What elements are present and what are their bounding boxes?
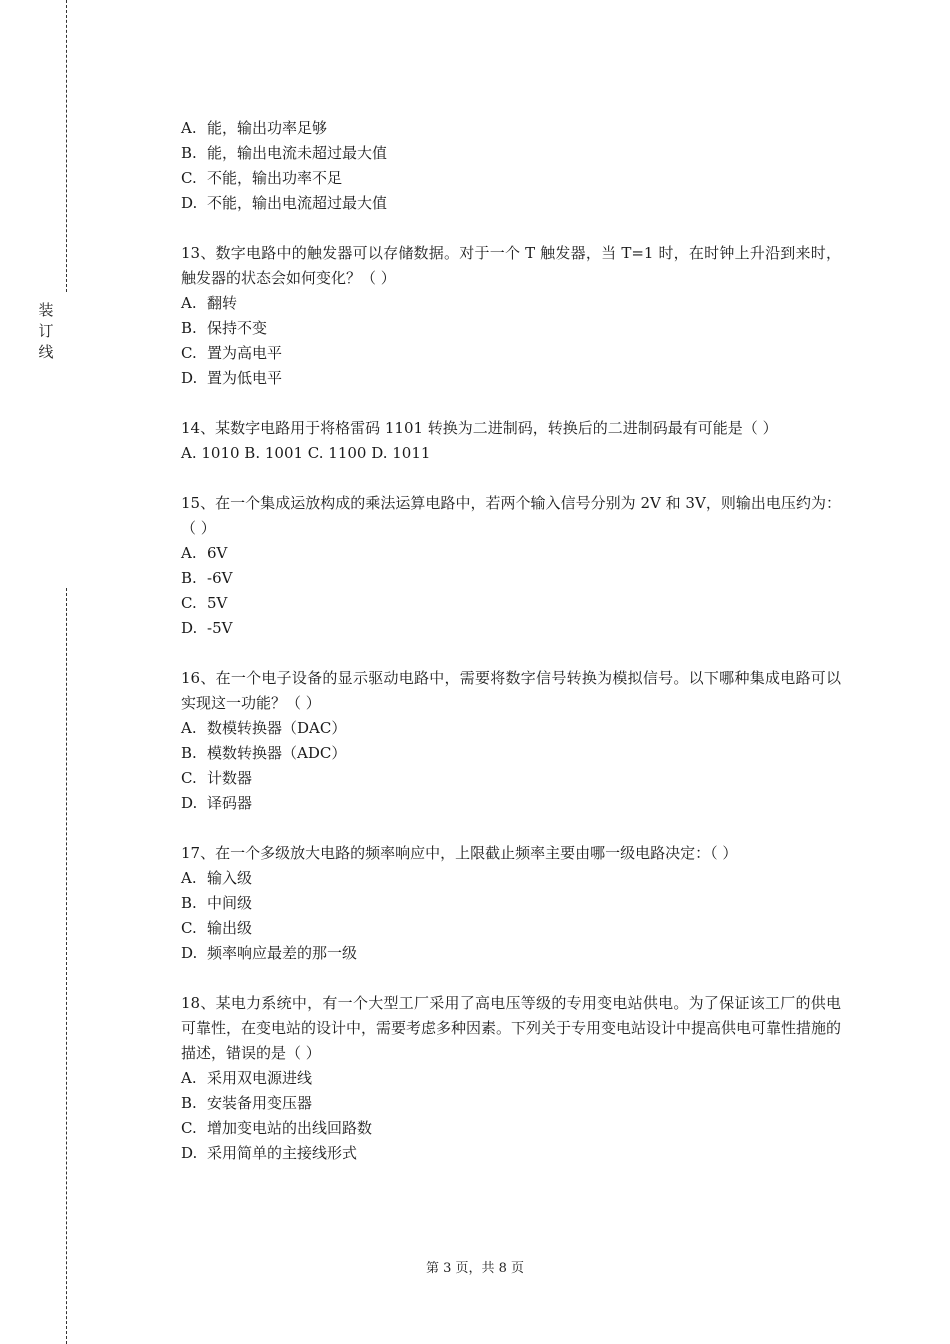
binding-label-char: 线 xyxy=(38,343,54,361)
option-b: B. -6V xyxy=(181,569,233,587)
option-d: D. -5V xyxy=(181,619,233,637)
question-13 xyxy=(181,241,841,391)
binding-label xyxy=(36,300,56,363)
option-a: A. 采用双电源进线 xyxy=(181,1069,313,1087)
option-a: A. 数模转换器（DAC） xyxy=(181,719,347,737)
option-c: C. 置为高电平 xyxy=(181,344,283,362)
question-stem: 17、在一个多级放大电路的频率响应中，上限截止频率主要由哪一级电路决定：（ ） xyxy=(181,844,738,862)
option-d: D. 频率响应最差的那一级 xyxy=(181,944,358,962)
option-b: B. 保持不变 xyxy=(181,319,268,337)
option-d: D. 置为低电平 xyxy=(181,369,283,387)
option-c: C. 计数器 xyxy=(181,769,253,787)
option-c: C. 输出级 xyxy=(181,919,253,937)
option-a: A. 输入级 xyxy=(181,869,253,887)
page-number: 第 3 页，共 8 页 xyxy=(425,1261,525,1276)
option-d: D. 译码器 xyxy=(181,794,253,812)
binding-dashed-line-top xyxy=(66,0,67,292)
option-c: C. 5V xyxy=(181,594,228,612)
question-stem: 18、某电力系统中，有一个大型工厂采用了高电压等级的专用变电站供电。为了保证该工厂的供电可靠性，在变电站的设计中，需要考虑多种因素。下列关于专用变电站设计中提高供电可靠性措施的描述，错误的是（ ） xyxy=(181,994,842,1062)
option-b: B. 模数转换器（ADC） xyxy=(181,744,347,762)
binding-label-char: 订 xyxy=(38,322,54,340)
inline-options: A. 1010 B. 1001 C. 1100 D. 1011 xyxy=(181,444,431,462)
option-b: B. 中间级 xyxy=(181,894,253,912)
option-c: C. 不能，输出功率不足 xyxy=(181,169,343,187)
binding-label-char: 装 xyxy=(38,301,54,319)
question-18 xyxy=(181,991,841,1166)
option-c: C. 增加变电站的出线回路数 xyxy=(181,1119,373,1137)
question-15 xyxy=(181,491,841,641)
question-12-continued xyxy=(181,116,841,216)
question-stem: 16、在一个电子设备的显示驱动电路中，需要将数字信号转换为模拟信号。以下哪种集成电路可以实现这一功能？（ ） xyxy=(181,669,841,712)
binding-dashed-line-bottom xyxy=(66,588,67,1344)
option-d: D. 不能，输出电流超过最大值 xyxy=(181,194,388,212)
question-14 xyxy=(181,416,841,466)
option-a: A. 能，输出功率足够 xyxy=(181,119,328,137)
question-stem: 14、某数字电路用于将格雷码 1101 转换为二进制码，转换后的二进制码最有可能是（ ） xyxy=(181,419,778,437)
option-a: A. 翻转 xyxy=(181,294,238,312)
option-a: A. 6V xyxy=(181,544,228,562)
question-16 xyxy=(181,666,841,816)
question-stem: 15、在一个集成运放构成的乘法运算电路中，若两个输入信号分别为 2V 和 3V，则输出电压约为：（ ） xyxy=(181,494,841,537)
option-b: B. 能，输出电流未超过最大值 xyxy=(181,144,388,162)
option-b: B. 安装备用变压器 xyxy=(181,1094,313,1112)
question-stem: 13、数字电路中的触发器可以存储数据。对于一个 T 触发器，当 T=1 时，在时钟上升沿到来时，触发器的状态会如何变化？（ ） xyxy=(181,244,841,287)
question-list xyxy=(181,116,841,1191)
question-17 xyxy=(181,841,841,966)
option-d: D. 采用简单的主接线形式 xyxy=(181,1144,358,1162)
